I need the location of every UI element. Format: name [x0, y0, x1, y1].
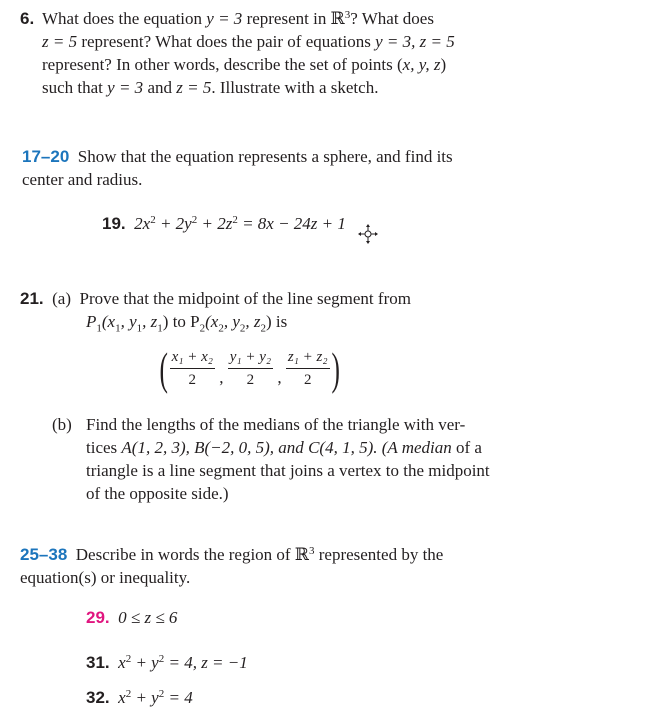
- problem-6-line4: such that y = 3 and z = 5. Illustrate with a sketch.: [42, 78, 379, 97]
- part-b-line3: triangle is a line segment that joins a vertex to the midpoint: [86, 461, 490, 480]
- problem-21: [20, 287, 640, 340]
- problem-19-equation: $2x^2 + 2y^2 + 2z^2 = 8x - 24z + 1$: [134, 214, 346, 233]
- fraction-z: $\frac{\text{z₁ + z₂}}{2}$: [287, 349, 328, 388]
- problem-6: [20, 7, 640, 99]
- fraction-y: $\frac{\text{y₁ + y₂}}{2}$: [229, 349, 272, 388]
- fraction-x: $\frac{\text{x₁ + x₂}}{2}$: [171, 349, 213, 388]
- problem-32-number: 32.: [86, 688, 110, 707]
- problem-21-part-b: [52, 413, 642, 505]
- problem-6-line2: z = 5 represent? What does the pair of equations y = 3, z = 5: [42, 32, 455, 51]
- section-range-25-38: 25–38: [20, 545, 68, 564]
- problem-29-number: 29.: [86, 608, 110, 627]
- section-17-20: [22, 145, 642, 191]
- section-range-17-20: 17–20: [22, 147, 70, 166]
- problem-19-number: 19.: [102, 214, 126, 233]
- section-17-20-line1: 17–20 Show that the equation represents a sphere, and find its: [22, 147, 453, 166]
- problem-32: [86, 686, 193, 709]
- problem-31-equation: $x^2 + y^2 = 4$, z = −1: [118, 653, 248, 672]
- section-25-38-line1: 25–38 Describe in words the region of ℝ$^3$ represented by the: [20, 545, 444, 564]
- right-paren: ): [331, 343, 340, 394]
- problem-6-line3: represent? In other words, describe the set of points (x, y, z): [42, 55, 447, 74]
- problem-6-line1: What does the equation y = 3 represent in ℝ$^3$? What does: [42, 9, 434, 28]
- midpoint-formula: ( $\frac{\text{x₁ + x₂}}{2}$ , $\frac{\text{y₁ + y₂}}{2}$ , $\frac{\text{z₁ + z₂}}{2}$ ): [159, 343, 340, 394]
- problem-31: [86, 651, 248, 674]
- problem-31-number: 31.: [86, 653, 110, 672]
- problem-29: [86, 606, 177, 629]
- part-b-label: (b): [52, 415, 72, 434]
- problem-21-number: 21.: [20, 289, 44, 308]
- problem-6-number: 6.: [20, 9, 35, 28]
- section-25-38-line2: equation(s) or inequality.: [20, 568, 191, 587]
- part-a-line2: $P_1(x_1$, $y_1$, $z_1$) to $P_2(x_2$, $y_2$, $z_2$) is: [86, 312, 288, 335]
- move-cursor-icon: [358, 224, 378, 244]
- problem-29-equation: 0 ≤ z ≤ 6: [118, 608, 178, 627]
- left-paren: (: [159, 343, 168, 394]
- section-17-20-line2: center and radius.: [22, 170, 143, 189]
- part-b-line4: of the opposite side.): [86, 484, 229, 503]
- part-b-line2: tices A(1, 2, 3), B(−2, 0, 5), and C(4, 1, 5). (A median of a: [86, 438, 482, 457]
- section-25-38: [20, 543, 640, 589]
- part-b-line1: Find the lengths of the medians of the triangle with ver-: [86, 415, 466, 434]
- problem-32-equation: $x^2 + y^2 = 4$: [118, 688, 193, 707]
- part-a-line1: Prove that the midpoint of the line segment from: [79, 289, 411, 308]
- problem-19: [102, 212, 346, 235]
- part-a-label: (a): [52, 289, 72, 308]
